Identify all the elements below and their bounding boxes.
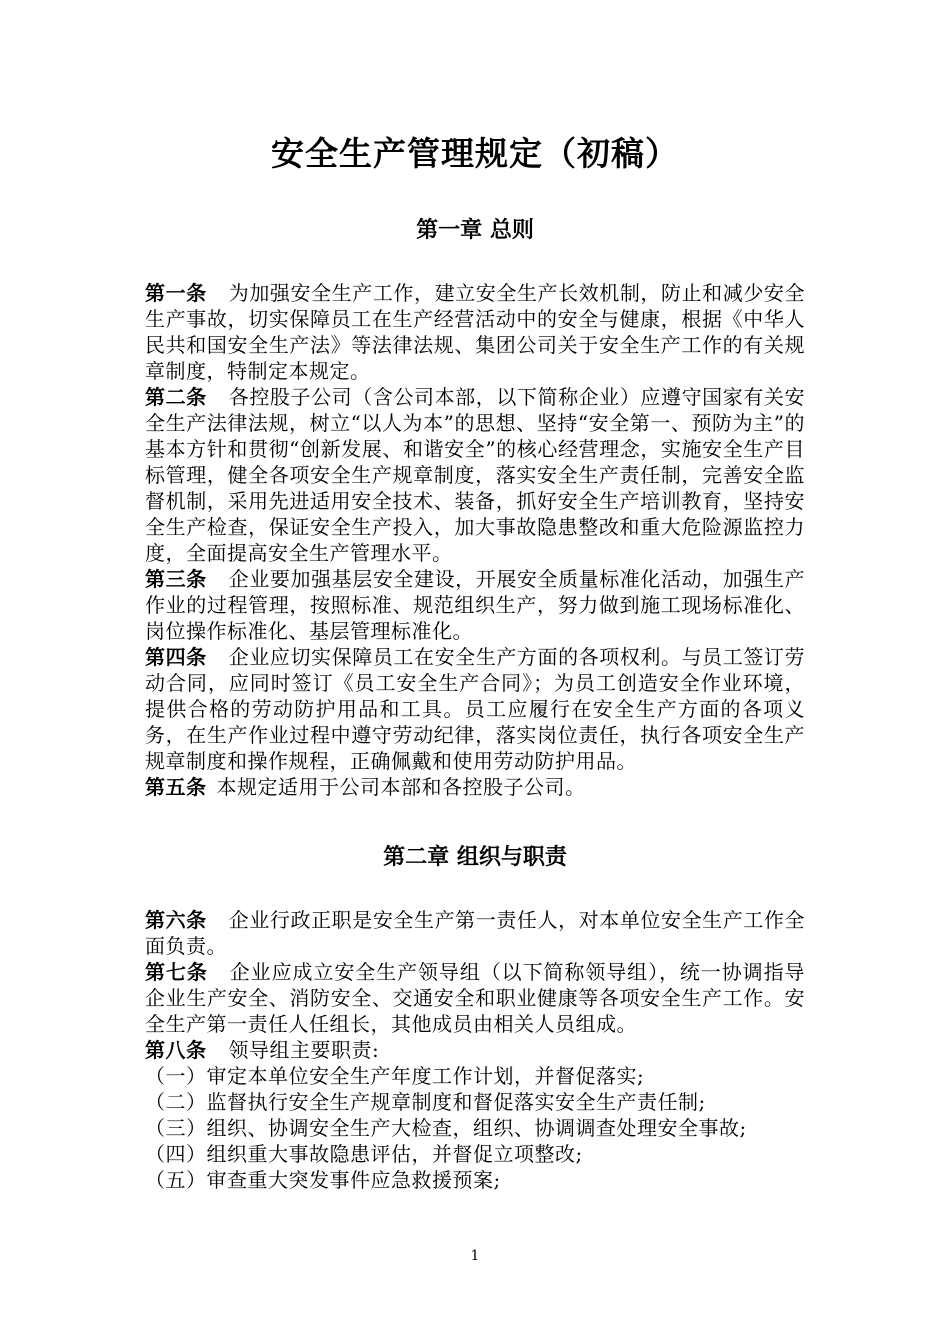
document-page (145, 120, 805, 1193)
article-text: 企业应成立安全生产领导组（以下简称领导组），统一协调指导企业生产安全、消防安全、交通安全和职业健康等各项安全生产工作。安全生产第一责任人任组长，其他成员由相关人员组成。 (145, 960, 805, 1036)
duty-list-item: （四）组织重大事故隐患评估，并督促立项整改; (145, 1142, 583, 1166)
article-label: 第二条 (145, 385, 207, 409)
document-title: 安全生产管理规定（初稿） (271, 134, 679, 173)
article-label: 第五条 (145, 775, 207, 799)
article-text: 领导组主要职责: (228, 1038, 380, 1062)
article-3 (145, 566, 805, 644)
article-4 (145, 644, 805, 774)
chapter-1-heading: 第一章 总则 (416, 217, 534, 243)
duty-list-item: （一）审定本单位安全生产年度工作计划，并督促落实; (145, 1064, 645, 1088)
duty-list-item: （三）组织、协调安全生产大检查，组织、协调调查处理安全事故; (145, 1116, 747, 1140)
article-1 (145, 280, 805, 384)
page-number: 1 (470, 1248, 480, 1264)
article-label: 第八条 (145, 1038, 207, 1062)
article-6 (145, 907, 805, 959)
article-label: 第六条 (145, 908, 207, 932)
article-text: 为加强安全生产工作，建立安全生产长效机制，防止和减少安全生产事故，切实保障员工在生产经营活动中的安全与健康，根据《中华人民共和国安全生产法》等法律法规、集团公司关于安全生产工作的有关规章制度，特制定本规定。 (145, 281, 805, 383)
article-label: 第三条 (145, 567, 207, 591)
article-5 (145, 774, 805, 800)
article-label: 第一条 (145, 281, 207, 305)
article-8 (145, 1037, 805, 1063)
article-2 (145, 384, 805, 566)
article-text: 企业应切实保障员工在安全生产方面的各项权利。与员工签订劳动合同，应同时签订《员工安全生产合同》；为员工创造安全作业环境，提供合格的劳动防护用品和工具。员工应履行在安全生产方面的各项义务，在生产作业过程中遵守劳动纪律，落实岗位责任，执行各项安全生产规章制度和操作规程，正确佩戴和使用劳动防护用品。 (145, 645, 805, 773)
duty-list-item: （五）审查重大突发事件应急救援预案; (145, 1168, 501, 1192)
article-label: 第七条 (145, 960, 208, 984)
article-text: 本规定适用于公司本部和各控股子公司。 (216, 775, 586, 799)
article-label: 第四条 (145, 645, 207, 669)
article-text: 各控股子公司（含公司本部，以下简称企业）应遵守国家有关安全生产法律法规，树立“以人为本”的思想、坚持“安全第一、预防为主”的基本方针和贯彻“创新发展、和谐安全”的核心经营理念，实施安全生产目标管理，健全各项安全生产规章制度，落实安全生产责任制，完善安全监督机制，采用先进适用安全技术、装备，抓好安全生产培训教育，坚持安全生产检查，保证安全生产投入，加大事故隐患整改和重大危险源监控力度，全面提高安全生产管理水平。 (145, 385, 805, 565)
article-text: 企业行政正职是安全生产第一责任人，对本单位安全生产工作全面负责。 (145, 908, 805, 958)
article-text: 企业要加强基层安全建设，开展安全质量标准化活动，加强生产作业的过程管理，按照标准、规范组织生产，努力做到施工现场标准化、岗位操作标准化、基层管理标准化。 (145, 567, 805, 643)
chapter-2-heading: 第二章 组织与职责 (383, 844, 567, 870)
duty-list-item: （二）监督执行安全生产规章制度和督促落实安全生产责任制; (145, 1090, 706, 1114)
article-7 (145, 959, 805, 1037)
